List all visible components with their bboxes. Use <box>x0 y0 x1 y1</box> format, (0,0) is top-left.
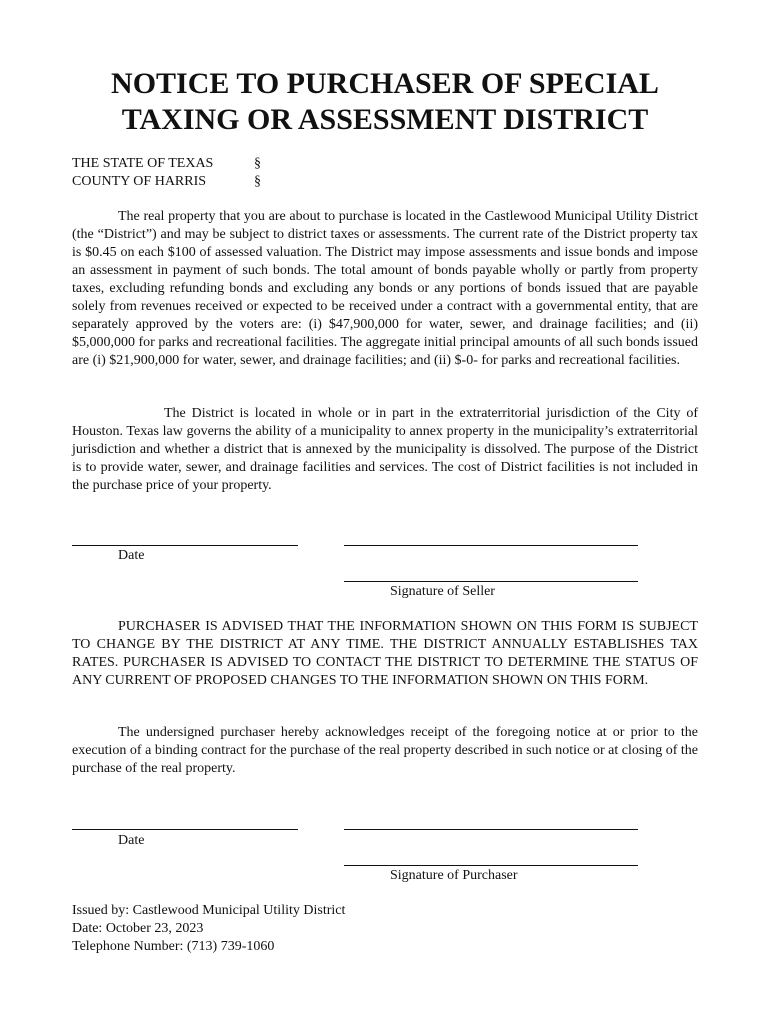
document-title: NOTICE TO PURCHASER OF SPECIAL TAXING OR ASSESSMENT DISTRICT <box>111 67 659 136</box>
purchaser-date-label: Date <box>118 833 145 848</box>
venue-state-row <box>72 155 261 173</box>
advisory-paragraph: PURCHASER IS ADVISED THAT THE INFORMATION SHOWN ON THIS FORM IS SUBJECT TO CHANGE BY THE DISTRICT AT ANY TIME. THE DISTRICT ANNUALLY ESTABLISHES TAX RATES. PURCHASER IS ADVISED TO CONTACT THE DISTRICT TO DETERMINE THE STATUS OF ANY CURRENT OF PROPOSED CHANGES TO THE INFORMATION SHOWN ON THIS FORM. <box>72 619 698 688</box>
seller-signature-line-1[interactable] <box>344 545 638 546</box>
jurisdiction-paragraph: The District is located in whole or in part in the extraterritorial jurisdiction of the City of Houston. Texas law governs the ability of a municipality to annex property in the municipality’s extraterritorial jurisdiction and whether a district that is annexed by the municipality is dissolved. The purpose of the District is to provide water, sewer, and drainage facilities and services. The cost of District facilities is not included in the purchase price of your property. <box>72 406 698 493</box>
purchaser-signature-label: Signature of Purchaser <box>390 868 518 883</box>
purchaser-date-line[interactable] <box>72 829 298 830</box>
seller-date-label: Date <box>118 548 145 563</box>
seller-signature-line-2[interactable] <box>344 581 638 582</box>
venue-county-row <box>72 173 261 191</box>
venue-block <box>72 155 261 191</box>
issuer-block <box>72 902 345 956</box>
venue-state: THE STATE OF TEXAS <box>72 156 214 171</box>
acknowledgment-paragraph: The undersigned purchaser hereby acknowledges receipt of the foregoing notice at or prior to the execution of a binding contract for the purchase of the real property described in such notice or at closing of the purchase of the real property. <box>72 725 698 776</box>
issue-date: Date: October 23, 2023 <box>72 921 204 936</box>
venue-county: COUNTY OF HARRIS <box>72 174 207 189</box>
seller-date-line[interactable] <box>72 545 298 546</box>
section-mark: § <box>254 174 261 189</box>
seller-signature-label: Signature of Seller <box>390 584 495 599</box>
district-taxes-paragraph: The real property that you are about to purchase is located in the Castlewood Municipal Utility District (the “District”) and may be subject to district taxes or assessments. The current rate of the District property tax is $0.45 on each $100 of assessed valuation. The District may impose assessments and issue bonds and impose an assessment in payment of such bonds. The total amount of bonds payable wholly or partly from property taxes, excluding refunding bonds and excluding any bonds or any portions of bonds issued that are payable solely from revenues received or expected to be received under a contract with a governmental entity, that are separately approved by the voters are: (i) $47,900,000 for water, sewer, and drainage facilities; and (ii) $5,000,000 for parks and recreational facilities. The aggregate initial principal amounts of all such bonds issued are (i) $21,900,000 for water, sewer, and drainage facilities; and (ii) $-0- for parks and recreational facilities. <box>72 209 698 368</box>
purchaser-signature-line-2[interactable] <box>344 865 638 866</box>
telephone-number: Telephone Number: (713) 739-1060 <box>72 939 275 954</box>
purchaser-signature-line-1[interactable] <box>344 829 638 830</box>
issued-by: Issued by: Castlewood Municipal Utility District <box>72 903 346 918</box>
section-mark: § <box>254 156 261 171</box>
